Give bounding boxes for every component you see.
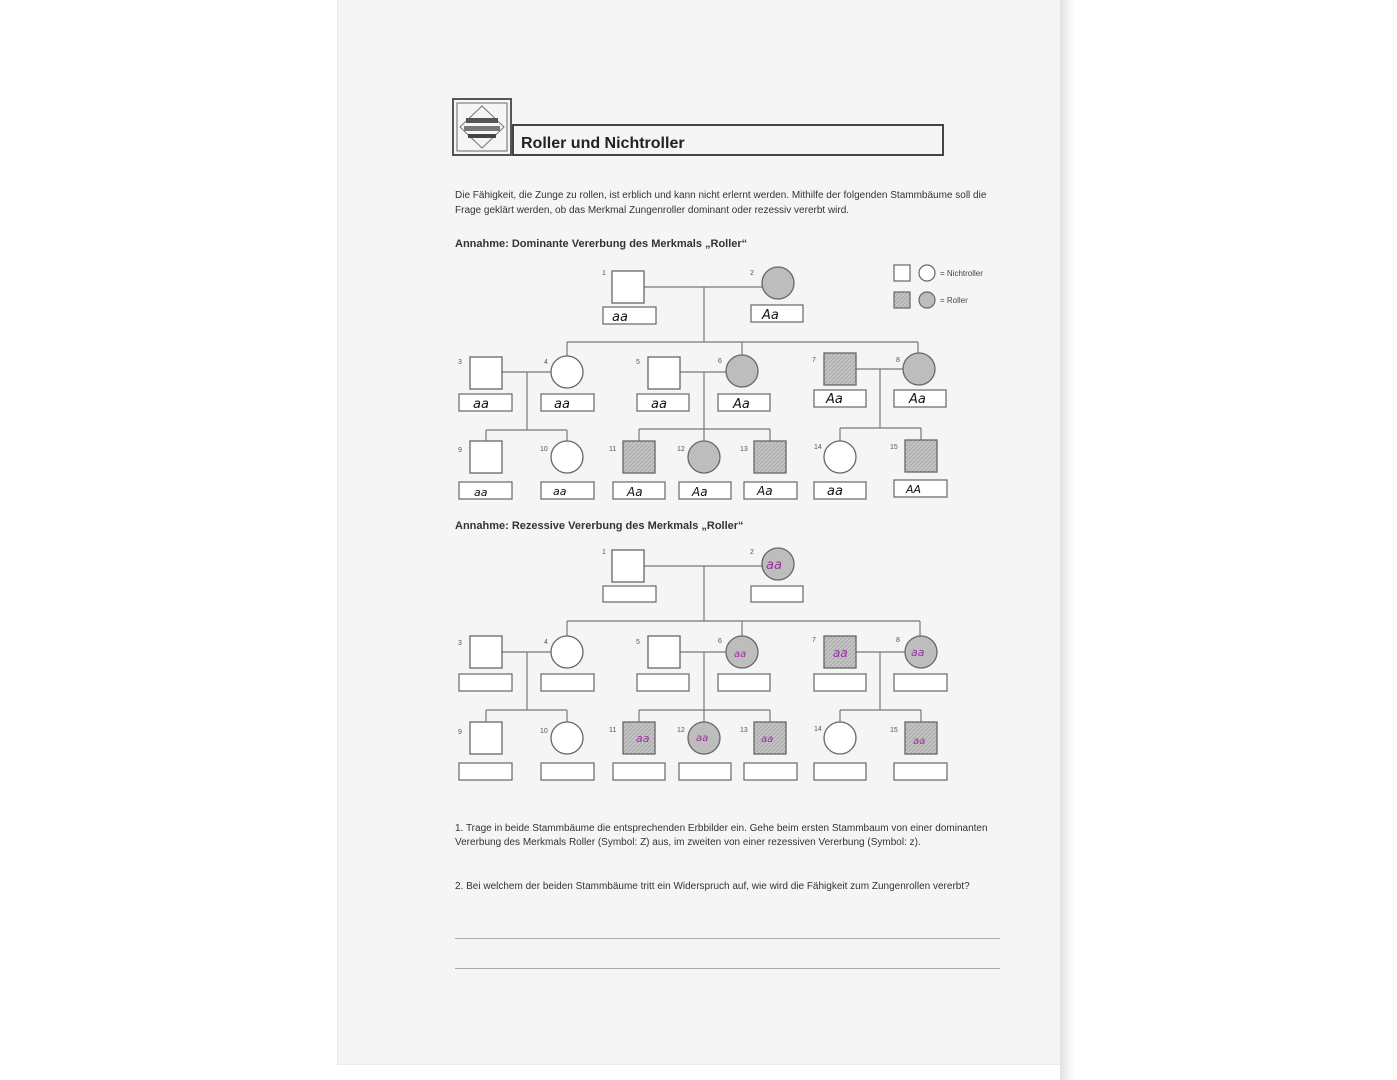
t2-person-10-female [551, 722, 583, 754]
t1-genotype-15: AA [906, 483, 922, 496]
legend-roller-label: = Roller [940, 296, 968, 305]
t2-genotype-8: aa [911, 646, 925, 659]
t2-genotype-7: aa [833, 646, 848, 660]
svg-text:2: 2 [750, 549, 754, 556]
svg-text:2: 2 [750, 270, 754, 277]
t2-person-3-male [470, 636, 502, 668]
task-1: 1. Trage in beide Stammbäume die entsprechenden Erbbilder ein. Gehe beim ersten Stammbaum von einer dominanten Vererbung des Merkmals Roller (Symbol: Z) aus, im zweiten von einer rezessiven Vererbung (Symbol: z). [455, 823, 988, 848]
t1-genotype-10: aa [553, 485, 567, 498]
svg-text:13: 13 [740, 446, 748, 453]
t2-person-14-female [824, 722, 856, 754]
task-2: 2. Bei welchem der beiden Stammbäume tritt ein Widerspruch auf, wie wird die Fähigkeit zum Zungenrollen vererbt? [455, 881, 970, 892]
t2-genotype-15: aa [913, 736, 926, 747]
svg-text:5: 5 [636, 359, 640, 366]
answer-line-1 [455, 938, 1000, 939]
t2-person-1-male [612, 550, 644, 582]
svg-text:10: 10 [540, 728, 548, 735]
worksheet-title: Roller und Nichtroller [521, 135, 685, 152]
t1-person-4-female [551, 356, 583, 388]
t2-genotype-11: aa [636, 732, 650, 745]
answer-line-2 [455, 968, 1000, 969]
section-recessive-title: Annahme: Rezessive Vererbung des Merkmals „Roller“ [455, 520, 744, 532]
t1-person-3-male [470, 357, 502, 389]
svg-text:12: 12 [677, 446, 685, 453]
t1-genotype-14: aa [827, 484, 843, 499]
svg-text:8: 8 [896, 637, 900, 644]
svg-text:9: 9 [458, 729, 462, 736]
svg-text:6: 6 [718, 638, 722, 645]
t2-genotype-2: aa [766, 558, 782, 573]
svg-text:4: 4 [544, 359, 548, 366]
svg-text:14: 14 [814, 726, 822, 733]
svg-text:3: 3 [458, 640, 462, 647]
t1-genotype-9: aa [474, 486, 488, 499]
section-dominant-title: Annahme: Dominante Vererbung des Merkmals „Roller“ [455, 238, 748, 250]
svg-text:5: 5 [636, 639, 640, 646]
t1-person-15-male [905, 440, 937, 472]
svg-text:8: 8 [896, 357, 900, 364]
svg-text:4: 4 [544, 639, 548, 646]
svg-text:10: 10 [540, 446, 548, 453]
t2-genotype-12: aa [696, 733, 709, 744]
svg-text:14: 14 [814, 444, 822, 451]
t1-person-12-female [688, 441, 720, 473]
t1-genotype-7: Aa [826, 392, 843, 407]
svg-text:13: 13 [740, 727, 748, 734]
t2-genotype-13: aa [761, 734, 774, 745]
svg-text:12: 12 [677, 727, 685, 734]
svg-text:15: 15 [890, 444, 898, 451]
t1-genotype-6: Aa [733, 397, 750, 412]
t1-genotype-11: Aa [627, 485, 643, 499]
t1-genotype-5: aa [651, 397, 667, 412]
t1-person-8-female [903, 353, 935, 385]
t1-person-14-female [824, 441, 856, 473]
t2-genotype-6: aa [734, 649, 747, 660]
svg-text:11: 11 [609, 446, 617, 453]
t1-genotype-8: Aa [909, 392, 926, 407]
t2-person-4-female [551, 636, 583, 668]
legend-square-roller [894, 292, 910, 308]
svg-text:7: 7 [812, 637, 816, 644]
t1-genotype-3: aa [473, 397, 489, 412]
svg-text:15: 15 [890, 727, 898, 734]
svg-text:3: 3 [458, 359, 462, 366]
legend-circle-nonroller [919, 265, 935, 281]
svg-text:1: 1 [602, 270, 606, 277]
svg-text:11: 11 [609, 727, 617, 734]
legend-nonroller-label: = Nichtroller [940, 269, 983, 278]
svg-text:7: 7 [812, 357, 816, 364]
t2-person-9-male [470, 722, 502, 754]
t1-person-1-male [612, 271, 644, 303]
t1-person-10-female [551, 441, 583, 473]
legend-circle-roller [919, 292, 935, 308]
t1-person-11-male [623, 441, 655, 473]
t1-person-7-male [824, 353, 856, 385]
t1-person-6-female [726, 355, 758, 387]
t1-person-9-male [470, 441, 502, 473]
legend-square-nonroller [894, 265, 910, 281]
t1-genotype-12: Aa [692, 485, 708, 499]
t1-genotype-1: aa [612, 310, 628, 325]
t1-person-5-male [648, 357, 680, 389]
t1-person-2-female [762, 267, 794, 299]
t1-genotype-2: Aa [762, 308, 779, 323]
svg-text:9: 9 [458, 447, 462, 454]
t1-genotype-13: Aa [757, 484, 773, 498]
t2-person-5-male [648, 636, 680, 668]
t1-genotype-4: aa [554, 397, 570, 412]
svg-text:6: 6 [718, 358, 722, 365]
t1-person-13-male [754, 441, 786, 473]
svg-text:1: 1 [602, 549, 606, 556]
intro-text: Die Fähigkeit, die Zunge zu rollen, ist erblich und kann nicht erlernt werden. Mithilfe der folgenden Stammbäume soll die Frage geklärt werden, ob das Merkmal Zungenroller dominant oder rezessiv vererbt wird. [455, 190, 987, 216]
legend [894, 265, 983, 308]
